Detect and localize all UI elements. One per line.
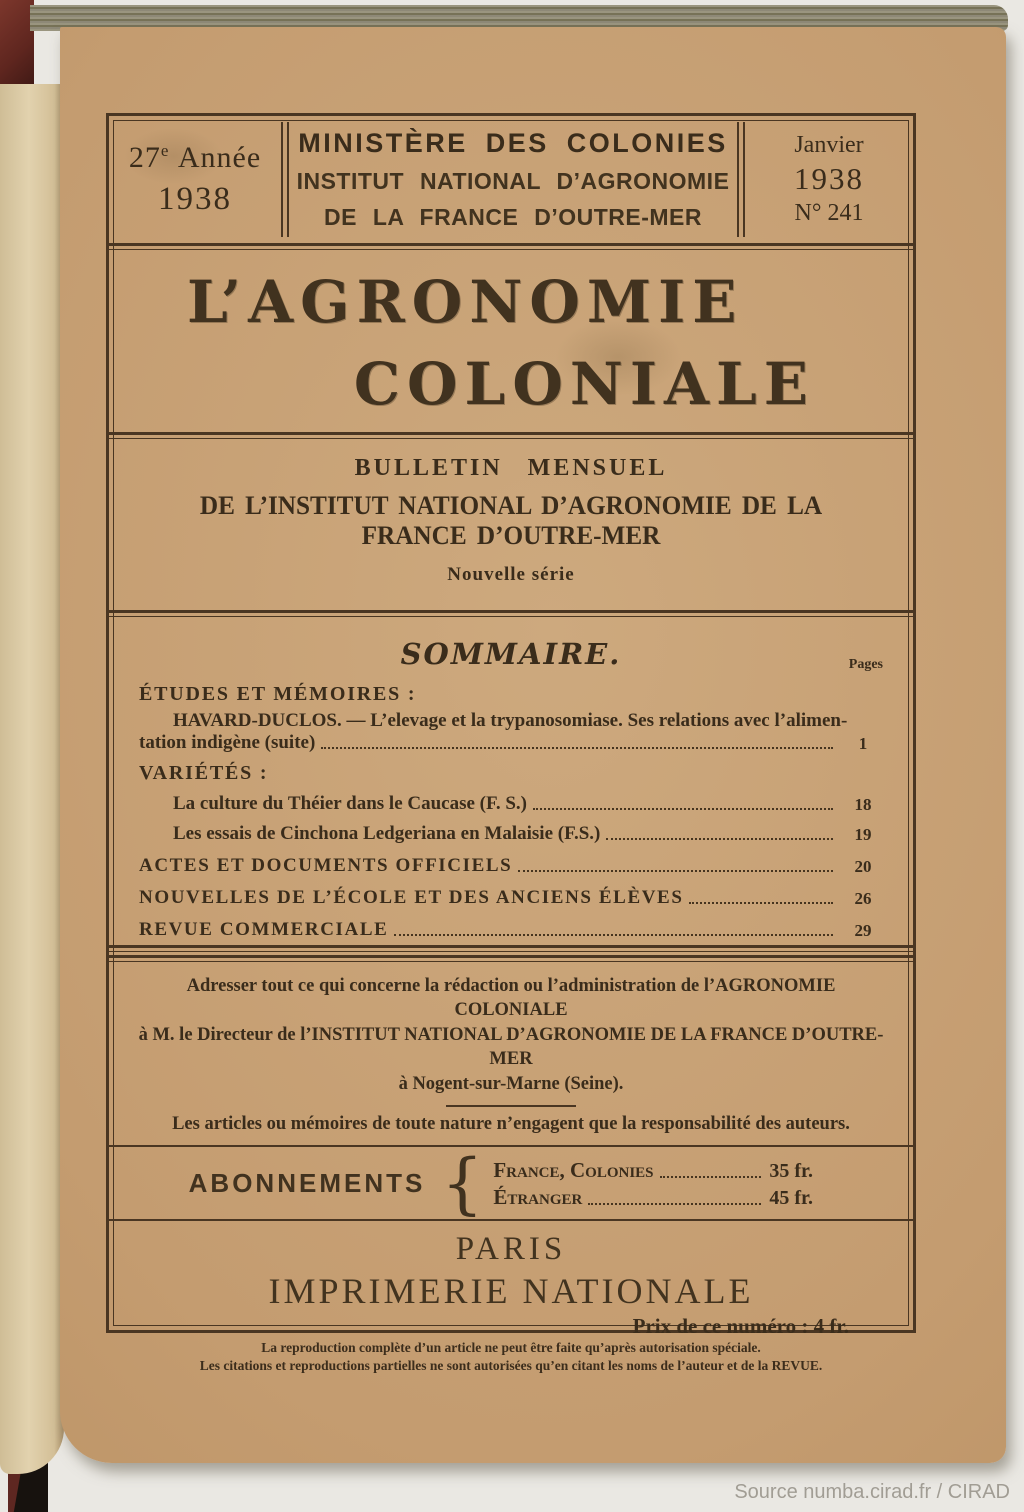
subscription-price: 45 fr. bbox=[769, 1186, 814, 1209]
masthead-volume-cell bbox=[109, 116, 281, 243]
masthead bbox=[109, 116, 913, 243]
responsibility-note: Les articles ou mémoires de toute nature n’engagent que la responsabilité des auteurs. bbox=[172, 1114, 850, 1135]
reproduction-notice-line-2: Les citations et reproductions partielles ne sont autorisées qu’en citant les noms de l’auteur et de la REVUE. bbox=[199, 1358, 823, 1374]
brace-glyph: { bbox=[441, 1145, 484, 1223]
subscriptions-row bbox=[109, 1145, 913, 1223]
toc-leader-dots bbox=[321, 747, 833, 749]
book-binding-top bbox=[0, 0, 34, 96]
volume-ordinal-suffix: e bbox=[160, 141, 170, 160]
volume-word: Année bbox=[177, 141, 262, 174]
toc-leader-dots bbox=[606, 838, 833, 840]
reproduction-notice bbox=[106, 1339, 916, 1375]
toc-leader-dots bbox=[518, 870, 833, 872]
toc-entry-text: NOUVELLES DE L’ÉCOLE ET DES ANCIENS ÉLÈVES bbox=[139, 887, 684, 908]
source-credit-watermark: Source numba.cirad.fr / CIRAD bbox=[734, 1481, 1010, 1503]
toc-section-label: VARIÉTÉS : bbox=[139, 762, 269, 784]
toc-leader-dots bbox=[533, 808, 833, 810]
institute-line: INSTITUT NATIONAL D’AGRONOMIE bbox=[296, 168, 730, 194]
issue-month: Janvier bbox=[794, 132, 864, 158]
sommaire-bottom-separator bbox=[109, 945, 913, 962]
address-line-1: Adresser tout ce qui concerne la rédaction ou l’administration de l’AGRONOMIE COLONIALE bbox=[186, 976, 836, 1021]
toc-entry-text: Les essais de Cinchona Ledgeriana en Malaisie (F.S.) bbox=[173, 823, 601, 844]
subscription-leader-dots bbox=[588, 1203, 761, 1205]
toc-page-number: 26 bbox=[854, 889, 872, 908]
subscriptions-bottom-rule bbox=[109, 1219, 913, 1221]
toc-entry-text: ACTES ET DOCUMENTS OFFICIELS bbox=[139, 855, 513, 876]
subscription-row bbox=[493, 1185, 833, 1210]
subscription-row bbox=[493, 1158, 833, 1183]
masthead-divider-left bbox=[281, 122, 289, 237]
subscriptions-table bbox=[493, 1158, 833, 1210]
toc-entry bbox=[139, 823, 885, 845]
subtitle-bottom-rule bbox=[109, 610, 913, 617]
toc-leader-dots bbox=[394, 934, 833, 936]
separator-rule-upper bbox=[109, 945, 913, 952]
subscription-price: 35 fr. bbox=[769, 1159, 814, 1182]
sommaire-header bbox=[109, 637, 913, 671]
toc-entry bbox=[139, 710, 885, 754]
issue-number: N° 241 bbox=[794, 200, 864, 226]
short-divider bbox=[446, 1105, 576, 1107]
bulletin-subtitle bbox=[109, 439, 913, 610]
volume-line bbox=[129, 141, 261, 175]
subscription-zone: Étranger bbox=[493, 1184, 583, 1209]
subtitle-series: Nouvelle série bbox=[447, 564, 575, 585]
volume-year: 1938 bbox=[158, 181, 232, 217]
toc-entry-text: REVUE COMMERCIALE bbox=[139, 919, 389, 940]
subscription-leader-dots bbox=[660, 1176, 762, 1178]
title-line-2: COLONIALE bbox=[353, 350, 815, 418]
institute-line-2: DE LA FRANCE D’OUTRE-MER bbox=[323, 204, 703, 230]
masthead-issue-cell bbox=[745, 116, 913, 243]
toc-entry bbox=[139, 793, 885, 815]
toc-page-number: 1 bbox=[858, 734, 868, 753]
cover-frame bbox=[106, 113, 916, 1339]
title-bottom-rule bbox=[109, 432, 913, 439]
toc-entry bbox=[139, 919, 885, 941]
reproduction-notice-line-1: La reproduction complète d’un article ne peut être faite qu’après autorisation spéciale. bbox=[261, 1340, 761, 1355]
address-line-2: à M. le Directeur de l’INSTITUT NATIONAL D’AGRONOMIE DE LA FRANCE D’OUTRE-MER bbox=[138, 1024, 884, 1070]
issue-year: 1938 bbox=[794, 161, 864, 196]
toc-page-number: 19 bbox=[854, 825, 872, 844]
toc-page-number: 20 bbox=[854, 857, 872, 876]
toc-entry-line-1: HAVARD-DUCLOS. — L’elevage et la trypanosomiase. Ses relations avec l’alimen- bbox=[173, 710, 848, 731]
toc-entry bbox=[139, 887, 885, 909]
masthead-bottom-rule bbox=[109, 243, 913, 250]
toc-leader-dots bbox=[689, 902, 833, 904]
toc-entry-text: La culture du Théier dans le Caucase (F. S.) bbox=[173, 793, 528, 814]
journal-title bbox=[109, 250, 913, 432]
toc-page-number: 29 bbox=[854, 921, 872, 940]
toc-page-number: 18 bbox=[854, 795, 872, 814]
journal-cover-page bbox=[60, 27, 1006, 1463]
table-of-contents bbox=[109, 671, 913, 941]
ministry-line: MINISTÈRE DES COLONIES bbox=[298, 128, 728, 158]
masthead-ministry-cell bbox=[289, 116, 737, 243]
subscriptions-label: ABONNEMENTS bbox=[188, 1168, 426, 1199]
imprint-printer: IMPRIMERIE NATIONALE bbox=[268, 1271, 754, 1312]
previous-page-edge bbox=[0, 84, 64, 1474]
subscription-zone: France, Colonies bbox=[493, 1157, 654, 1182]
sommaire-heading: SOMMAIRE. bbox=[400, 637, 622, 671]
subtitle-line-2: DE L’INSTITUT NATIONAL D’AGRONOMIE DE LA FRANCE D’OUTRE-MER bbox=[199, 491, 823, 550]
address-line-3: à Nogent-sur-Marne (Seine). bbox=[398, 1073, 624, 1094]
toc-section-label: ÉTUDES ET MÉMOIRES : bbox=[139, 683, 417, 705]
issue-price: Prix de ce numéro : 4 fr. bbox=[632, 1314, 849, 1339]
toc-entry bbox=[139, 855, 885, 877]
separator-rule-lower bbox=[109, 955, 913, 962]
pages-column-label: Pages bbox=[848, 657, 883, 672]
imprint-city: PARIS bbox=[455, 1231, 567, 1268]
toc-entry-line-2 bbox=[139, 732, 885, 754]
volume-ordinal: 27 bbox=[128, 141, 161, 174]
masthead-divider-right bbox=[737, 122, 745, 237]
subtitle-line-1: BULLETIN MENSUEL bbox=[354, 455, 668, 481]
imprint bbox=[109, 1231, 913, 1312]
editorial-address-note bbox=[109, 974, 913, 1096]
toc-entry-text: tation indigène (suite) bbox=[139, 732, 316, 753]
title-line-1: L’AGRONOMIE bbox=[187, 268, 744, 336]
